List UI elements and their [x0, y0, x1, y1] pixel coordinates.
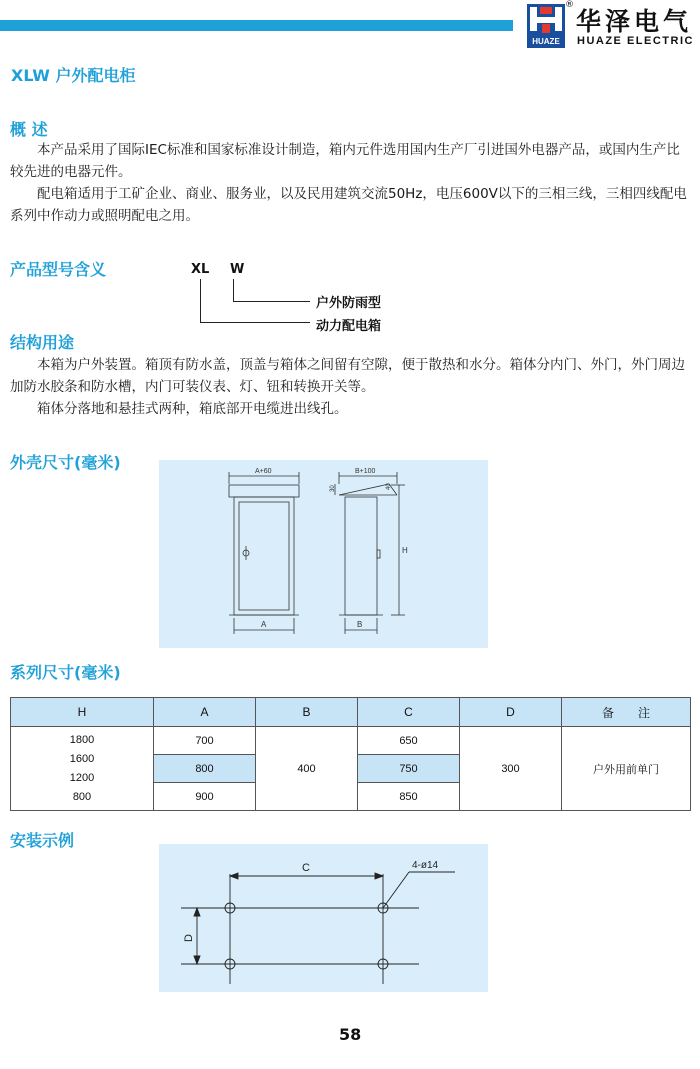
remark-cell: 户外用前单门: [562, 727, 691, 811]
label-30: 30: [330, 485, 336, 492]
shell-diagram-panel: [159, 460, 488, 648]
front-body: [234, 497, 294, 615]
label-c: C: [302, 862, 310, 874]
h-value: 1800: [69, 733, 95, 746]
series-heading: 系列尺寸(毫米): [10, 663, 121, 682]
label-a-plus-60: A+60: [255, 468, 272, 475]
c-value: 650: [358, 727, 460, 755]
brand-name-cn: 华泽电气: [576, 7, 693, 36]
label-h: H: [402, 546, 408, 555]
shell-heading: 外壳尺寸(毫米): [10, 453, 121, 472]
header-b: B: [256, 698, 358, 727]
overview-heading: 概 述: [10, 120, 48, 139]
install-diagram: [159, 844, 488, 992]
page-number: 58: [339, 1025, 362, 1044]
meaning-xl: 动力配电箱: [316, 319, 382, 334]
c-value: 750: [358, 755, 460, 783]
structure-paragraph-2: 箱体分落地和悬挂式两种，箱底部开电缆进出线孔。: [37, 401, 348, 417]
side-body: [345, 497, 377, 615]
header-remark: 备 注: [562, 698, 691, 727]
h-value: 800: [72, 790, 92, 803]
code-xl-leader-horizontal: [200, 322, 310, 323]
label-a: A: [261, 620, 267, 629]
registered-mark: ®: [565, 0, 574, 10]
label-40: 40: [386, 483, 392, 490]
code-w-leader-horizontal: [233, 301, 310, 302]
model-code-xl: XL: [191, 262, 210, 277]
structure-text: [10, 354, 692, 420]
table-header-row: [11, 698, 691, 727]
header-bar: [0, 20, 513, 31]
logo-text: HUAZE: [532, 37, 560, 46]
meaning-w: 户外防雨型: [316, 296, 382, 311]
h-value: 1200: [69, 771, 95, 784]
brand-name-en: HUAZE ELECTRIC: [577, 35, 694, 47]
shell-diagram: [159, 460, 488, 648]
label-d: D: [183, 934, 195, 942]
header-h: H: [11, 698, 154, 727]
model-code-w: W: [230, 262, 245, 277]
side-view: [335, 472, 405, 634]
a-value: 900: [154, 783, 256, 811]
front-view: [229, 472, 299, 634]
label-holes: 4-ø14: [412, 860, 439, 871]
h-value: 1600: [69, 752, 95, 765]
table-row: [11, 727, 691, 755]
overview-paragraph-2: 配电箱适用于工矿企业、商业、服务业，以及民用建筑交流50Hz，电压600V以下的三相三线，三相四线配电系列中作动力或照明配电之用。: [10, 186, 687, 224]
model-heading: 产品型号含义: [10, 260, 107, 279]
structure-heading: 结构用途: [10, 333, 75, 352]
install-diagram-panel: [159, 844, 488, 992]
install-heading: 安装示例: [10, 831, 75, 850]
h-values-cell: [11, 727, 154, 811]
c-value: 850: [358, 783, 460, 811]
code-w-leader-vertical: [233, 279, 234, 302]
overview-paragraph-1: 本产品采用了国际IEC标准和国家标准设计制造，箱内元件选用国内生产厂引进国外电器产品，或国内生产比较先进的电器元件。: [10, 142, 680, 180]
structure-paragraph-1: 本箱为户外装置。箱顶有防水盖，顶盖与箱体之间留有空隙，便于散热和水分。箱体分内门、外门，外门周边加防水胶条和防水槽，内门可装仪表、灯、钮和转换开关等。: [10, 357, 685, 395]
header-a: A: [154, 698, 256, 727]
overview-text: [10, 139, 692, 227]
header-d: D: [460, 698, 562, 727]
label-b: B: [357, 620, 363, 629]
series-table: [10, 697, 691, 811]
page-title: XLW 户外配电柜: [11, 66, 136, 85]
a-value: 700: [154, 727, 256, 755]
front-roof: [229, 485, 299, 497]
b-value: 400: [256, 727, 358, 811]
huaze-logo: [527, 4, 565, 48]
d-value: 300: [460, 727, 562, 811]
header-c: C: [358, 698, 460, 727]
label-b-plus-100: B+100: [355, 468, 376, 475]
a-value: 800: [154, 755, 256, 783]
code-xl-leader-vertical: [200, 279, 201, 323]
